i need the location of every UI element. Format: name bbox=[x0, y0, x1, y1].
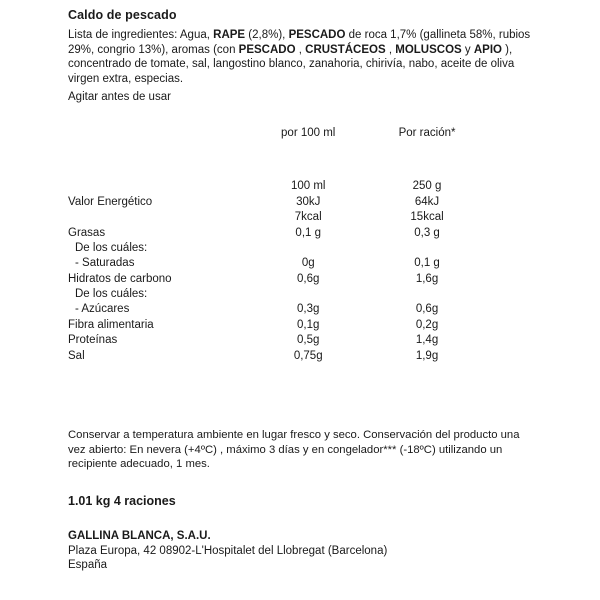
nutrition-row bbox=[68, 227, 486, 242]
nutrition-spacer-row bbox=[68, 142, 486, 180]
allergen-moluscos: MOLUSCOS bbox=[395, 43, 462, 56]
ingredients-seg12: ), concentrado de tomate, sal, langostino blanco, zanahoria, chirivía, nabo, aceite de oliva virgen extra, especias. bbox=[68, 43, 515, 85]
nutrition-row-label: Sal bbox=[68, 349, 85, 362]
company-address: Plaza Europa, 42 08902-L'Hospitalet del Llobregat (Barcelona) bbox=[68, 544, 388, 557]
nutrition-row-per100: 0g bbox=[301, 257, 315, 270]
nutrition-row-per100: 0,3g bbox=[297, 303, 320, 316]
nutrition-row-per100: 0,75g bbox=[293, 349, 323, 362]
nutrition-row-label: Grasas bbox=[68, 226, 106, 239]
nutrition-serving-label bbox=[68, 180, 248, 195]
ingredients-seg4: de roca 1,7% (gallineta 58%, rubios 29%, congrio 13%), aromas (con bbox=[68, 29, 531, 56]
nutrition-row-label bbox=[68, 211, 248, 226]
nutrition-serving-row bbox=[68, 180, 486, 195]
page-title: Caldo de pescado bbox=[68, 8, 177, 22]
company-country: España bbox=[68, 559, 108, 572]
storage-instructions: Conservar a temperatura ambiente en lugar fresco y seco. Conservación del producto una vez abierto: En nevera (+4ºC) , máximo 3 días y en congelador*** (-18ºC) utilizando un recipiente adecuado, 1 mes. bbox=[68, 429, 520, 471]
nutrition-row bbox=[68, 350, 486, 365]
nutrition-header-row bbox=[68, 127, 486, 142]
nutrition-serving-per100: 100 ml bbox=[290, 180, 326, 193]
nutrition-row-perration: 0,2g bbox=[415, 318, 439, 331]
ingredients-seg6: , bbox=[295, 43, 306, 56]
nutrition-row-per100 bbox=[248, 242, 368, 257]
allergen-pescado-1: PESCADO bbox=[288, 29, 346, 41]
nutrition-row-per100: 7kcal bbox=[294, 211, 322, 224]
nutrition-row-per100: 30kJ bbox=[296, 195, 321, 208]
ingredients-prefix: Lista de ingredientes: Agua, bbox=[68, 29, 214, 41]
nutrition-row-label: Proteínas bbox=[68, 334, 118, 347]
nutrition-spacer-cell-3 bbox=[368, 142, 486, 180]
nutrition-row bbox=[68, 242, 486, 257]
ingredients-seg10: y bbox=[461, 43, 474, 56]
allergen-pescado-2: PESCADO bbox=[238, 43, 296, 56]
nutrition-row-perration: 1,6g bbox=[415, 272, 439, 285]
nutrition-row bbox=[68, 196, 486, 211]
net-weight: 1.01 kg 4 raciones bbox=[68, 493, 176, 508]
nutrition-spacer-cell-2 bbox=[248, 142, 368, 180]
nutrition-row-label: - Saturadas bbox=[75, 257, 135, 270]
nutrition-row bbox=[68, 211, 486, 226]
nutrition-table-body bbox=[68, 127, 486, 196]
ingredients-paragraph bbox=[68, 28, 538, 86]
ingredients-seg2: (2,8%), bbox=[245, 29, 289, 41]
nutrition-row bbox=[68, 303, 486, 318]
allergen-apio: APIO bbox=[473, 43, 502, 56]
nutrition-header-per100: por 100 ml bbox=[281, 126, 336, 139]
nutrition-row-label: De los cuáles: bbox=[75, 288, 148, 301]
nutrition-row-per100: 0,5g bbox=[297, 334, 320, 347]
nutrition-row bbox=[68, 257, 486, 272]
shake-instruction: Agitar antes de usar bbox=[68, 91, 171, 104]
nutrition-header-perration: Por ración* bbox=[398, 126, 456, 139]
nutrition-row bbox=[68, 273, 486, 288]
nutrition-row-perration: 0,1 g bbox=[414, 257, 440, 270]
ingredients-seg8: , bbox=[385, 43, 396, 56]
nutrition-row-perration bbox=[368, 242, 486, 257]
nutrition-row-per100: 0,6g bbox=[297, 272, 320, 285]
nutrition-row-label: - Azúcares bbox=[75, 303, 130, 316]
nutrition-row-perration: 15kcal bbox=[410, 211, 444, 224]
company-name: GALLINA BLANCA, S.A.U. bbox=[68, 529, 211, 542]
nutrition-row-perration bbox=[368, 288, 486, 303]
nutrition-row-per100: 0,1 g bbox=[295, 226, 321, 239]
nutrition-row-perration: 1,9g bbox=[415, 349, 439, 362]
nutrition-header-label bbox=[68, 127, 248, 142]
nutrition-row-perration: 0,6g bbox=[415, 303, 439, 316]
allergen-rape: RAPE bbox=[213, 29, 246, 41]
nutrition-serving-perration: 250 g bbox=[412, 180, 442, 193]
nutrition-row bbox=[68, 288, 486, 303]
allergen-crustaceos: CRUSTÁCEOS bbox=[305, 43, 386, 56]
nutrition-table bbox=[68, 127, 486, 365]
nutrition-row-label: Hidratos de carbono bbox=[68, 272, 172, 285]
nutrition-rows-body bbox=[68, 196, 486, 365]
nutrition-row-per100: 0,1g bbox=[297, 318, 320, 331]
nutrition-row-per100 bbox=[248, 288, 368, 303]
nutrition-row bbox=[68, 319, 486, 334]
nutrition-row-perration: 1,4g bbox=[415, 334, 439, 347]
label-footer bbox=[68, 428, 548, 571]
nutrition-row-perration: 0,3 g bbox=[414, 226, 440, 239]
nutrition-row-label: De los cuáles: bbox=[75, 241, 148, 254]
nutrition-row-label: Fibra alimentaria bbox=[68, 318, 154, 331]
nutrition-spacer-cell-1 bbox=[68, 142, 248, 180]
nutrition-row-label: Valor Energético bbox=[68, 195, 153, 208]
nutrition-row bbox=[68, 334, 486, 349]
nutrition-row-perration: 64kJ bbox=[414, 195, 440, 208]
